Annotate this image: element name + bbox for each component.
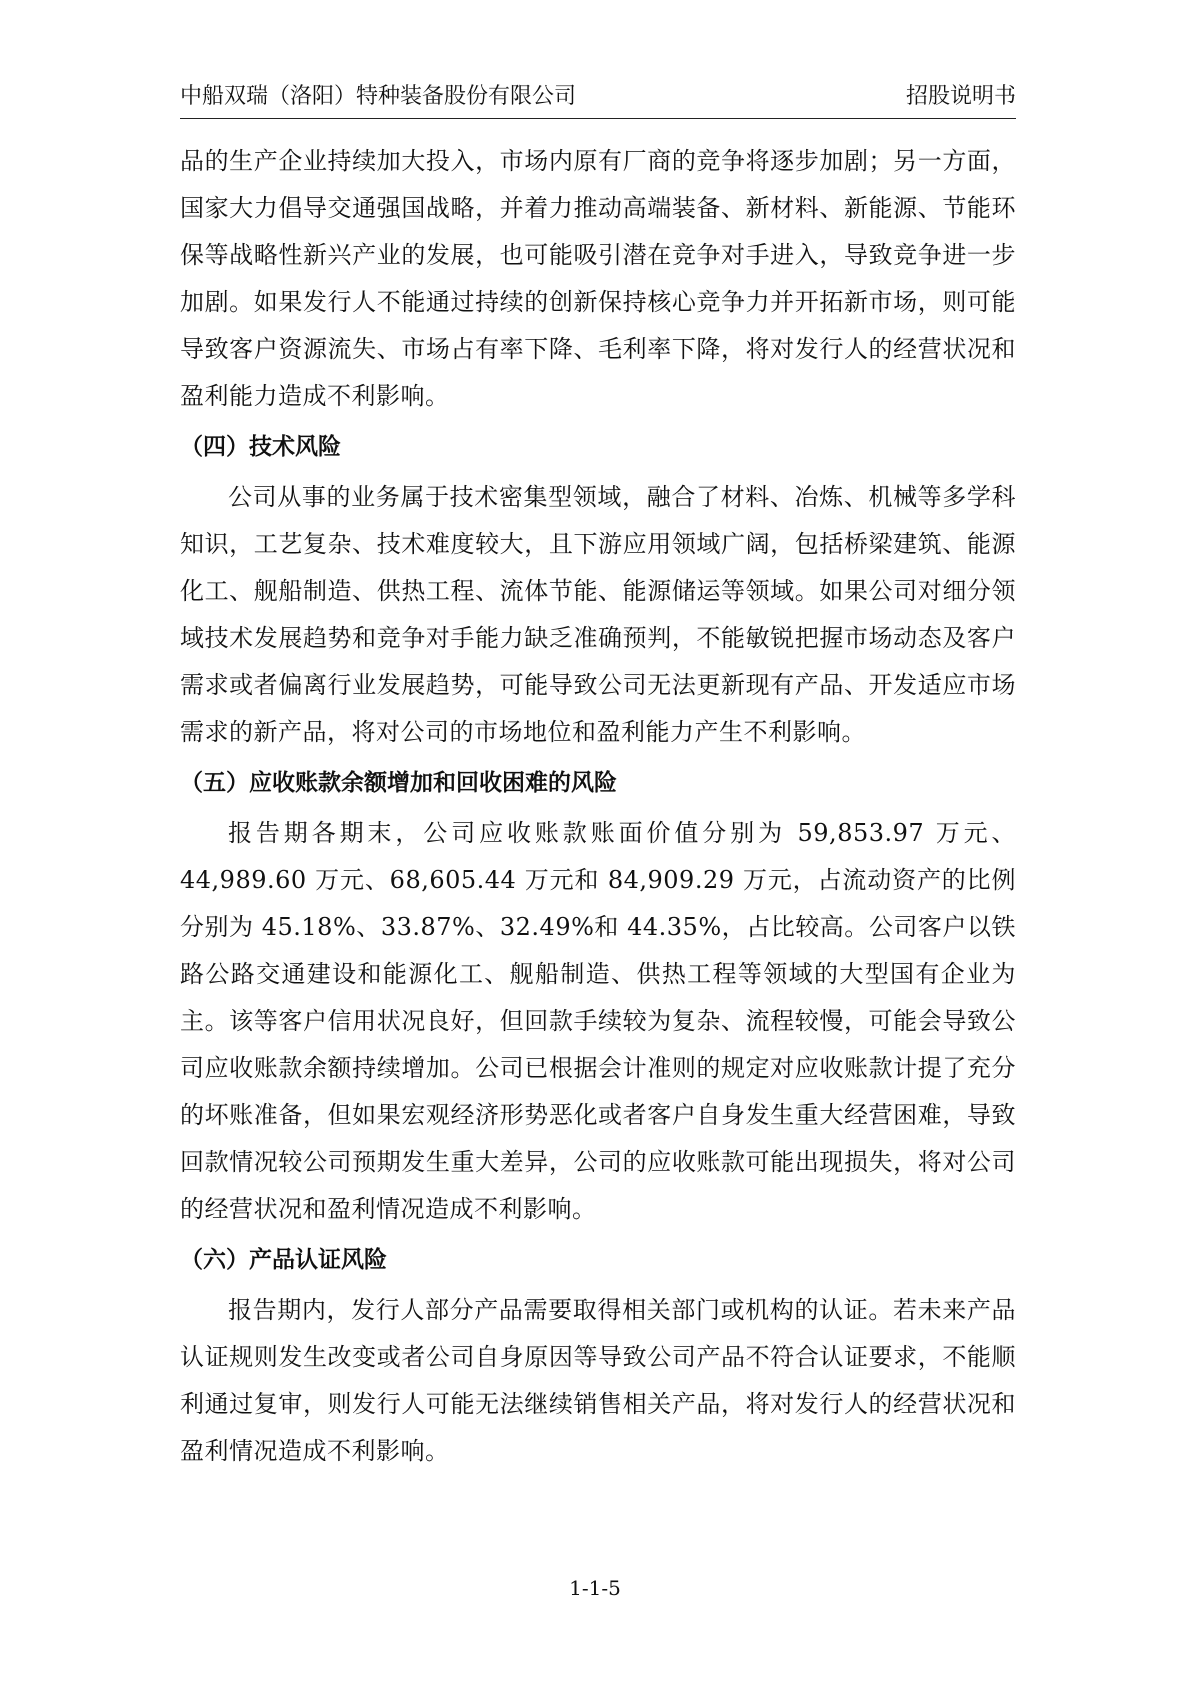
section-heading-receivables-risk: （五）应收账款余额增加和回收困难的风险: [180, 770, 617, 796]
section-heading-certification-risk: （六）产品认证风险: [180, 1247, 387, 1273]
paragraph-technology-risk: 公司从事的业务属于技术密集型领域，融合了材料、冶炼、机械等多学科知识，工艺复杂、技术难度较大，且下游应用领域广阔，包括桥梁建筑、能源化工、舰船制造、供热工程、流体节能、能源储运等领域。如果公司对细分领域技术发展趋势和竞争对手能力缺乏准确预判，不能敏锐把握市场动态及客户需求或者偏离行业发展趋势，可能导致公司无法更新现有产品、开发适应市场需求的新产品，将对公司的市场地位和盈利能力产生不利影响。: [180, 483, 1016, 746]
paragraph-receivables-risk: 报告期各期末，公司应收账款账面价值分别为 59,853.97 万元、44,989.60 万元、68,605.44 万元和 84,909.29 万元，占流动资产的比例分别为 45.18%、33.87%、32.49%和 44.35%，占比较高。公司客户以铁路公路交通建设和能源化工、舰船制造、供热工程等领域的大型国有企业为主。该等客户信用状况良好，但回款手续较为复杂、流程较慢，可能会导致公司应收账款余额持续增加。公司已根据会计准则的规定对应收账款计提了充分的坏账准备，但如果宏观经济形势恶化或者客户自身发生重大经营困难，导致回款情况较公司预期发生重大差异，公司的应收账款可能出现损失，将对公司的经营状况和盈利情况造成不利影响。: [180, 819, 1016, 1223]
page-header: [180, 82, 1016, 119]
document-body: [180, 138, 1016, 1475]
paragraph-certification-risk: 报告期内，发行人部分产品需要取得相关部门或机构的认证。若未来产品认证规则发生改变或者公司自身原因等导致公司产品不符合认证要求，不能顺利通过复审，则发行人可能无法继续销售相关产品，将对发行人的经营状况和盈利情况造成不利影响。: [180, 1296, 1016, 1465]
section-heading-technology-risk: （四）技术风险: [180, 434, 341, 460]
page-number: 1-1-5: [569, 1576, 621, 1600]
header-document-type: 招股说明书: [905, 84, 1016, 109]
paragraph-continued: 品的生产企业持续加大投入，市场内原有厂商的竞争将逐步加剧；另一方面，国家大力倡导交通强国战略，并着力推动高端装备、新材料、新能源、节能环保等战略性新兴产业的发展，也可能吸引潜在竞争对手进入，导致竞争进一步加剧。如果发行人不能通过持续的创新保持核心竞争力并开拓新市场，则可能导致客户资源流失、市场占有率下降、毛利率下降，将对发行人的经营状况和盈利能力造成不利影响。: [180, 147, 1016, 410]
header-company-name: 中船双瑞（洛阳）特种装备股份有限公司: [180, 84, 577, 109]
